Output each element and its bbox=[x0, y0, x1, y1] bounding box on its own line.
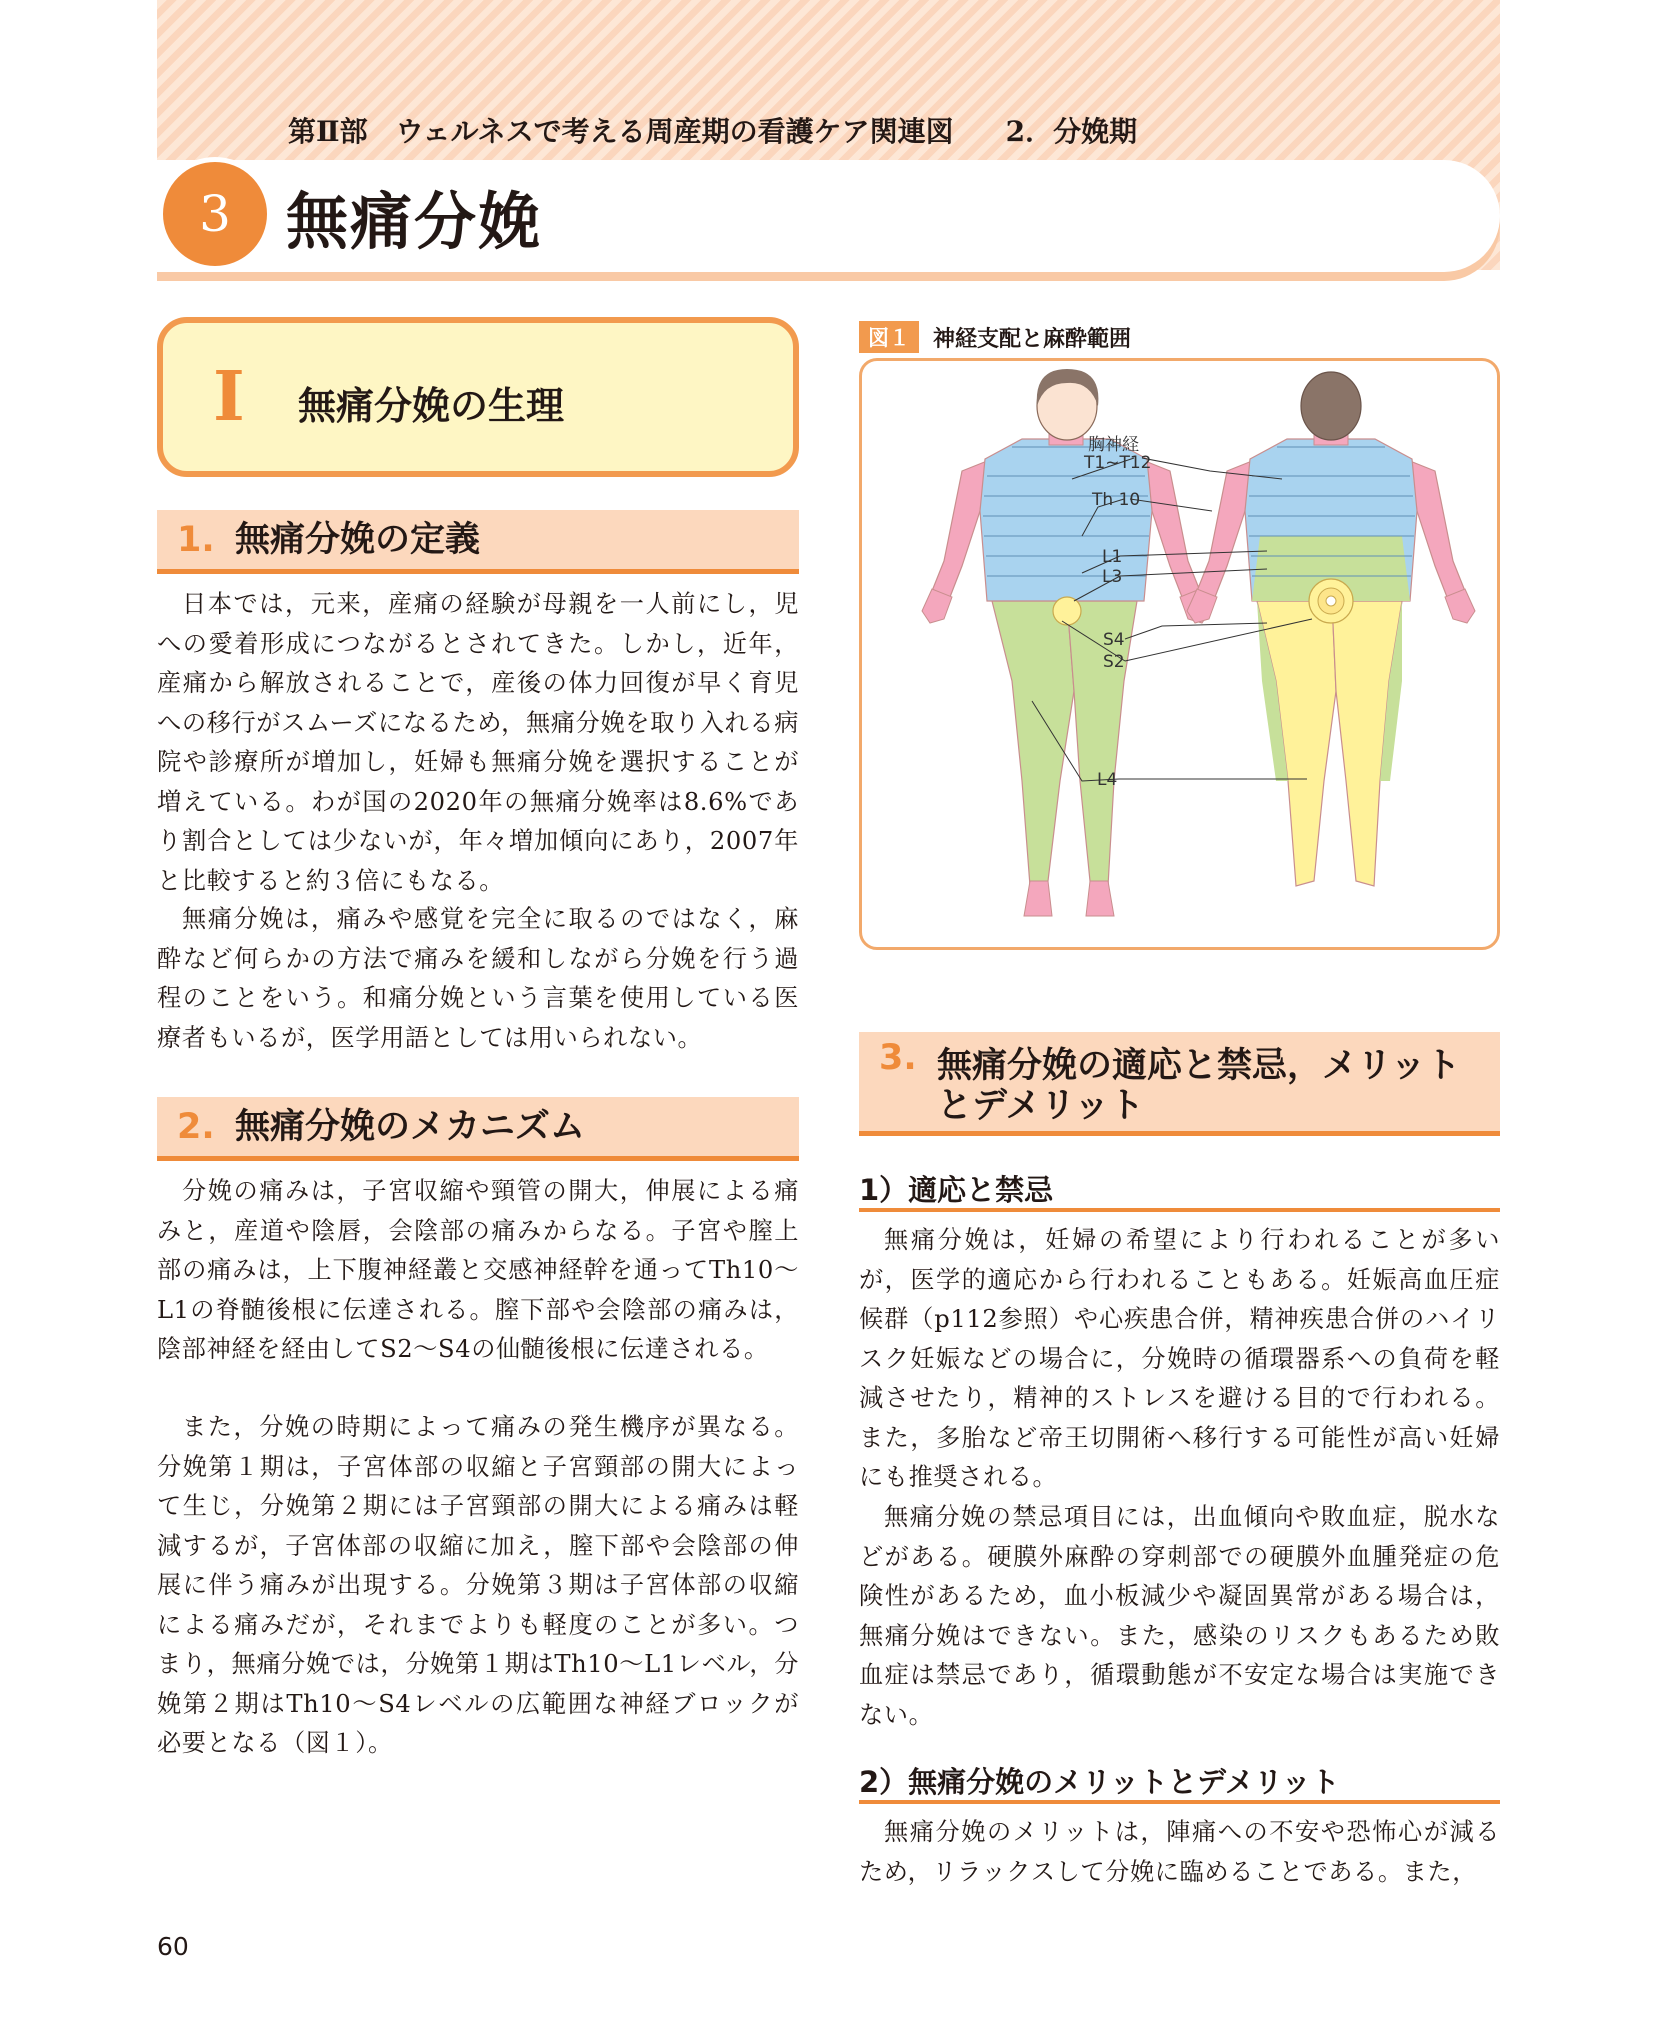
section-3-number: 3. bbox=[879, 1038, 917, 1078]
back-body-figure bbox=[1187, 372, 1475, 886]
label-l4: L4 bbox=[1097, 770, 1118, 790]
figure-caption bbox=[859, 321, 1131, 353]
section-2-paragraph-1: 分娩の痛みは，子宮収縮や頸管の開大，伸展による痛みと，産道や陰唇，会陰部の痛みからなる。子宮や膣上部の痛みは，上下腹神経叢と交感神経幹を通ってTh10～L1の脊髄後根に伝達される。膣下部や会陰部の痛みは，陰部神経を経由してS2～S4の仙髄後根に伝達される。 bbox=[157, 1177, 799, 1363]
breadcrumb-stage: 2．分娩期 bbox=[1005, 115, 1138, 148]
section-3-heading bbox=[859, 1032, 1500, 1136]
section-2-paragraph-2: また，分娩の時期によって痛みの発生機序が異なる。分娩第１期は，子宮体部の収縮と子宮頸部の開大によって生じ，分娩第２期には子宮頸部の開大による痛みは軽減するが，子宮体部の収縮に加え，膣下部や会陰部の伸展に伴う痛みが出現する。分娩第３期は子宮体部の収縮による痛みだが，それまでよりも軽度のことが多い。つまり，無痛分娩では，分娩第１期はTh10～L1レベル，分娩第２期はTh10～S4レベルの広範囲な神経ブロックが必要となる（図１）。 bbox=[157, 1413, 799, 1757]
part-heading-box bbox=[157, 317, 799, 477]
section-2-heading bbox=[157, 1097, 799, 1161]
figure-dermatome bbox=[859, 358, 1500, 950]
figure-badge: 図１ bbox=[859, 321, 919, 353]
section-2-title: 無痛分娩のメカニズム bbox=[235, 1107, 586, 1147]
section-1-title: 無痛分娩の定義 bbox=[235, 520, 481, 560]
label-s2: S2 bbox=[1103, 652, 1125, 672]
breadcrumb bbox=[288, 110, 1137, 150]
page-title: 無痛分娩 bbox=[286, 185, 543, 258]
section-2-number: 2. bbox=[177, 1107, 215, 1147]
section-1-number: 1. bbox=[177, 520, 215, 560]
figure-caption-text: 神経支配と麻酔範囲 bbox=[933, 326, 1132, 352]
part-title: 無痛分娩の生理 bbox=[298, 384, 565, 428]
section-1-heading bbox=[157, 510, 799, 574]
breadcrumb-part: 第Ⅱ部 ウェルネスで考える周産期の看護ケア関連図 bbox=[288, 115, 954, 148]
dermatome-illustration bbox=[862, 361, 1503, 953]
subsection-2-paragraph-1: 無痛分娩のメリットは，陣痛への不安や恐怖心が減るため，リラックスして分娩に臨めることである。また， bbox=[859, 1818, 1500, 1886]
chapter-number-badge: 3 bbox=[158, 157, 272, 271]
section-1-paragraph-1: 日本では，元来，産痛の経験が母親を一人前にし，児への愛着形成につながるとされてきた。しかし，近年，産痛から解放されることで，産後の体力回復が早く育児への移行がスムーズになるため，無痛分娩を取り入れる病院や診療所が増加し，妊婦も無痛分娩を選択することが増えている。わが国の2020年の無痛分娩率は8.6%であり割合としては少ないが，年々増加傾向にあり，2007年と比較すると約３倍にもなる。 bbox=[157, 590, 799, 895]
subsection-1-paragraph-1: 無痛分娩は，妊婦の希望により行われることが多いが，医学的適応から行われることもある。妊娠高血圧症候群（p112参照）や心疾患合併，精神疾患合併のハイリスク妊娠などの場合に，分娩時の循環器系への負荷を軽減させたり，精神的ストレスを避ける目的で行われる。また，多胎など帝王切開術へ移行する可能性が高い妊婦にも推奨される。 bbox=[859, 1226, 1500, 1491]
section-3-title-line-2: とデメリット bbox=[937, 1086, 1145, 1126]
subsection-1-heading: 1）適応と禁忌 bbox=[859, 1168, 1500, 1212]
page-number: 60 bbox=[157, 1932, 189, 1961]
label-l1: L1 bbox=[1102, 547, 1123, 567]
part-numeral: Ⅰ bbox=[213, 357, 245, 437]
subsection-2-heading: 2）無痛分娩のメリットとデメリット bbox=[859, 1760, 1500, 1804]
label-s4: S4 bbox=[1103, 630, 1125, 650]
label-l3: L3 bbox=[1102, 567, 1123, 587]
section-3-title-line-1: 無痛分娩の適応と禁忌，メリット bbox=[937, 1046, 1461, 1086]
section-1-paragraph-2: 無痛分娩は，痛みや感覚を完全に取るのではなく，麻酔など何らかの方法で痛みを緩和しながら分娩を行う過程のことをいう。和痛分娩という言葉を使用している医療者もいるが，医学用語としては用いられない。 bbox=[157, 905, 799, 1052]
front-body-figure bbox=[922, 369, 1210, 916]
subsection-1-paragraph-2: 無痛分娩の禁忌項目には，出血傾向や敗血症，脱水などがある。硬膜外麻酔の穿刺部での硬膜外血腫発症の危険性があるため，血小板減少や凝固異常がある場合は，無痛分娩はできない。また，感染のリスクもあるため敗血症は禁忌であり，循環動態が不安定な場合は実施できない。 bbox=[859, 1503, 1500, 1729]
label-thoracic: 胸神経 bbox=[1088, 435, 1139, 455]
label-thoracic-range: T1~T12 bbox=[1084, 453, 1152, 473]
label-th10: Th 10 bbox=[1092, 490, 1141, 510]
